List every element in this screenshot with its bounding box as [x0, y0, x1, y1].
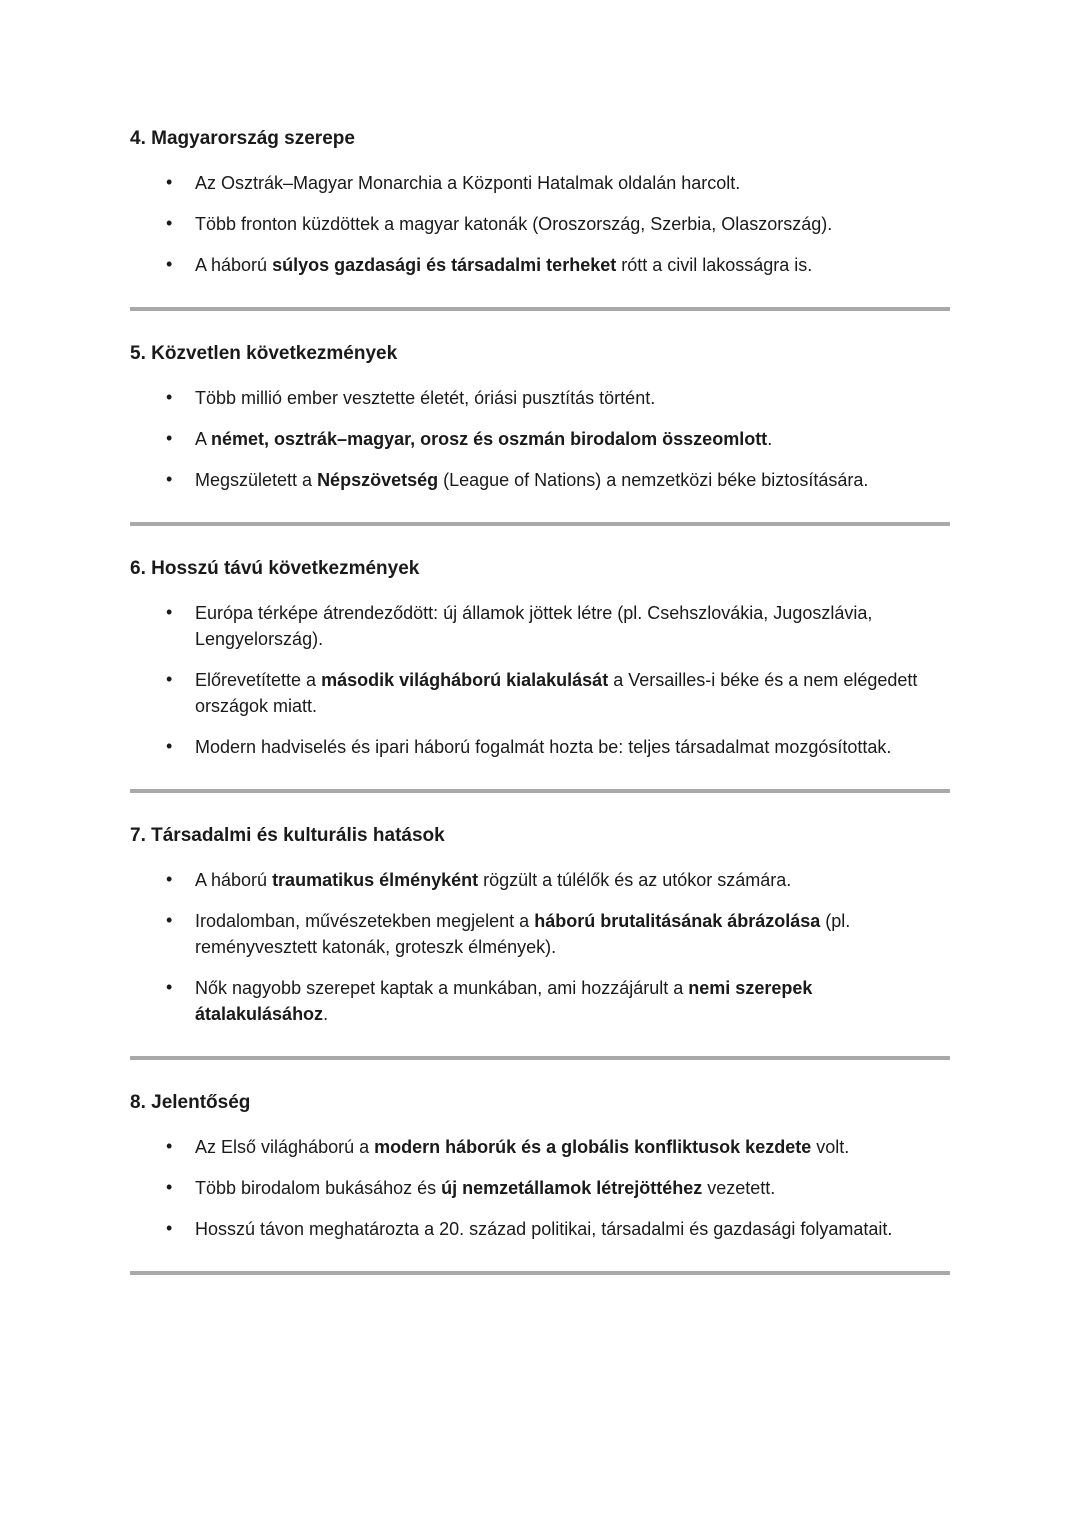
text-segment: Európa térképe átrendeződött: új államok jöttek létre (pl. Csehszlovákia, Jugoszlávia, Lengyelország). [195, 603, 873, 649]
bold-text-segment: új nemzetállamok létrejöttéhez [441, 1178, 703, 1198]
bullet-item [130, 1134, 950, 1160]
text-segment: vezetett. [702, 1178, 776, 1198]
section-6 [130, 556, 950, 760]
section-divider [130, 307, 950, 311]
text-segment: Nők nagyobb szerepet kaptak a munkában, ami hozzájárult a [195, 978, 689, 998]
section-divider [130, 1271, 950, 1275]
text-segment: Modern hadviselés és ipari háború fogalmát hozta be: teljes társadalmat mozgósítottak. [195, 737, 892, 757]
section-divider [130, 789, 950, 793]
text-segment: Megszületett a [195, 470, 318, 490]
text-segment: Az Első világháború a [195, 1137, 375, 1157]
bullet-item [130, 426, 950, 452]
bullet-list [130, 867, 950, 1027]
bold-text-segment: nemi szerepek átalakulásához [195, 978, 813, 1024]
section-8 [130, 1090, 950, 1242]
text-segment: Hosszú távon meghatározta a 20. század politikai, társadalmi és gazdasági folyamatait. [195, 1219, 893, 1239]
bullet-item [130, 211, 950, 237]
text-segment: . [767, 429, 773, 449]
text-segment: rótt a civil lakosságra is. [616, 255, 813, 275]
bullet-item [130, 734, 950, 760]
bold-text-segment: modern háborúk és a globális konfliktusok kezdete [374, 1137, 812, 1157]
text-segment: Több millió ember vesztette életét, óriási pusztítás történt. [195, 388, 656, 408]
text-segment: . [323, 1004, 329, 1024]
bullet-item [130, 385, 950, 411]
bullet-item [130, 867, 950, 893]
bullet-item [130, 975, 950, 1027]
section-heading: 6. Hosszú távú következmények [130, 558, 420, 579]
section-4 [130, 126, 950, 278]
bold-text-segment: súlyos gazdasági és társadalmi terheket [272, 255, 617, 275]
sections-container [130, 126, 950, 1275]
text-segment: volt. [811, 1137, 850, 1157]
bullet-item [130, 252, 950, 278]
text-segment: Az Osztrák–Magyar Monarchia a Központi Hatalmak oldalán harcolt. [195, 173, 741, 193]
bullet-item [130, 667, 950, 719]
section-heading: 7. Társadalmi és kulturális hatások [130, 825, 445, 846]
bullet-list [130, 600, 950, 760]
text-segment: Irodalomban, művészetekben megjelent a [195, 911, 535, 931]
bullet-item [130, 467, 950, 493]
section-5 [130, 341, 950, 493]
text-segment: Előrevetítette a [195, 670, 322, 690]
bullet-item [130, 908, 950, 960]
bullet-item [130, 170, 950, 196]
text-segment: A háború [195, 870, 273, 890]
text-segment: (League of Nations) a nemzetközi béke biztosítására. [438, 470, 869, 490]
bold-text-segment: háború brutalitásának ábrázolása [534, 911, 821, 931]
bullet-list [130, 1134, 950, 1242]
text-segment: Több fronton küzdöttek a magyar katonák (Oroszország, Szerbia, Olaszország). [195, 214, 833, 234]
bold-text-segment: német, osztrák–magyar, orosz és oszmán birodalom összeomlott [211, 429, 768, 449]
bold-text-segment: traumatikus élményként [272, 870, 479, 890]
section-divider [130, 522, 950, 526]
bullet-item [130, 1175, 950, 1201]
bullet-item [130, 600, 950, 652]
bullet-item [130, 1216, 950, 1242]
bold-text-segment: második világháború kialakulását [321, 670, 609, 690]
bold-text-segment: Népszövetség [317, 470, 439, 490]
text-segment: Több birodalom bukásához és [195, 1178, 442, 1198]
section-heading: 8. Jelentőség [130, 1092, 251, 1113]
section-7 [130, 823, 950, 1027]
text-segment: A [195, 429, 212, 449]
section-heading: 4. Magyarország szerepe [130, 128, 355, 149]
section-divider [130, 1056, 950, 1060]
bullet-list [130, 170, 950, 278]
text-segment: rögzült a túlélők és az utókor számára. [478, 870, 792, 890]
section-heading: 5. Közvetlen következmények [130, 343, 398, 364]
bullet-list [130, 385, 950, 493]
text-segment: A háború [195, 255, 273, 275]
text-segment: (pl. reményvesztett katonák, groteszk élmények). [195, 911, 851, 957]
text-segment: a Versailles-i béke és a nem elégedett országok miatt. [195, 670, 918, 716]
